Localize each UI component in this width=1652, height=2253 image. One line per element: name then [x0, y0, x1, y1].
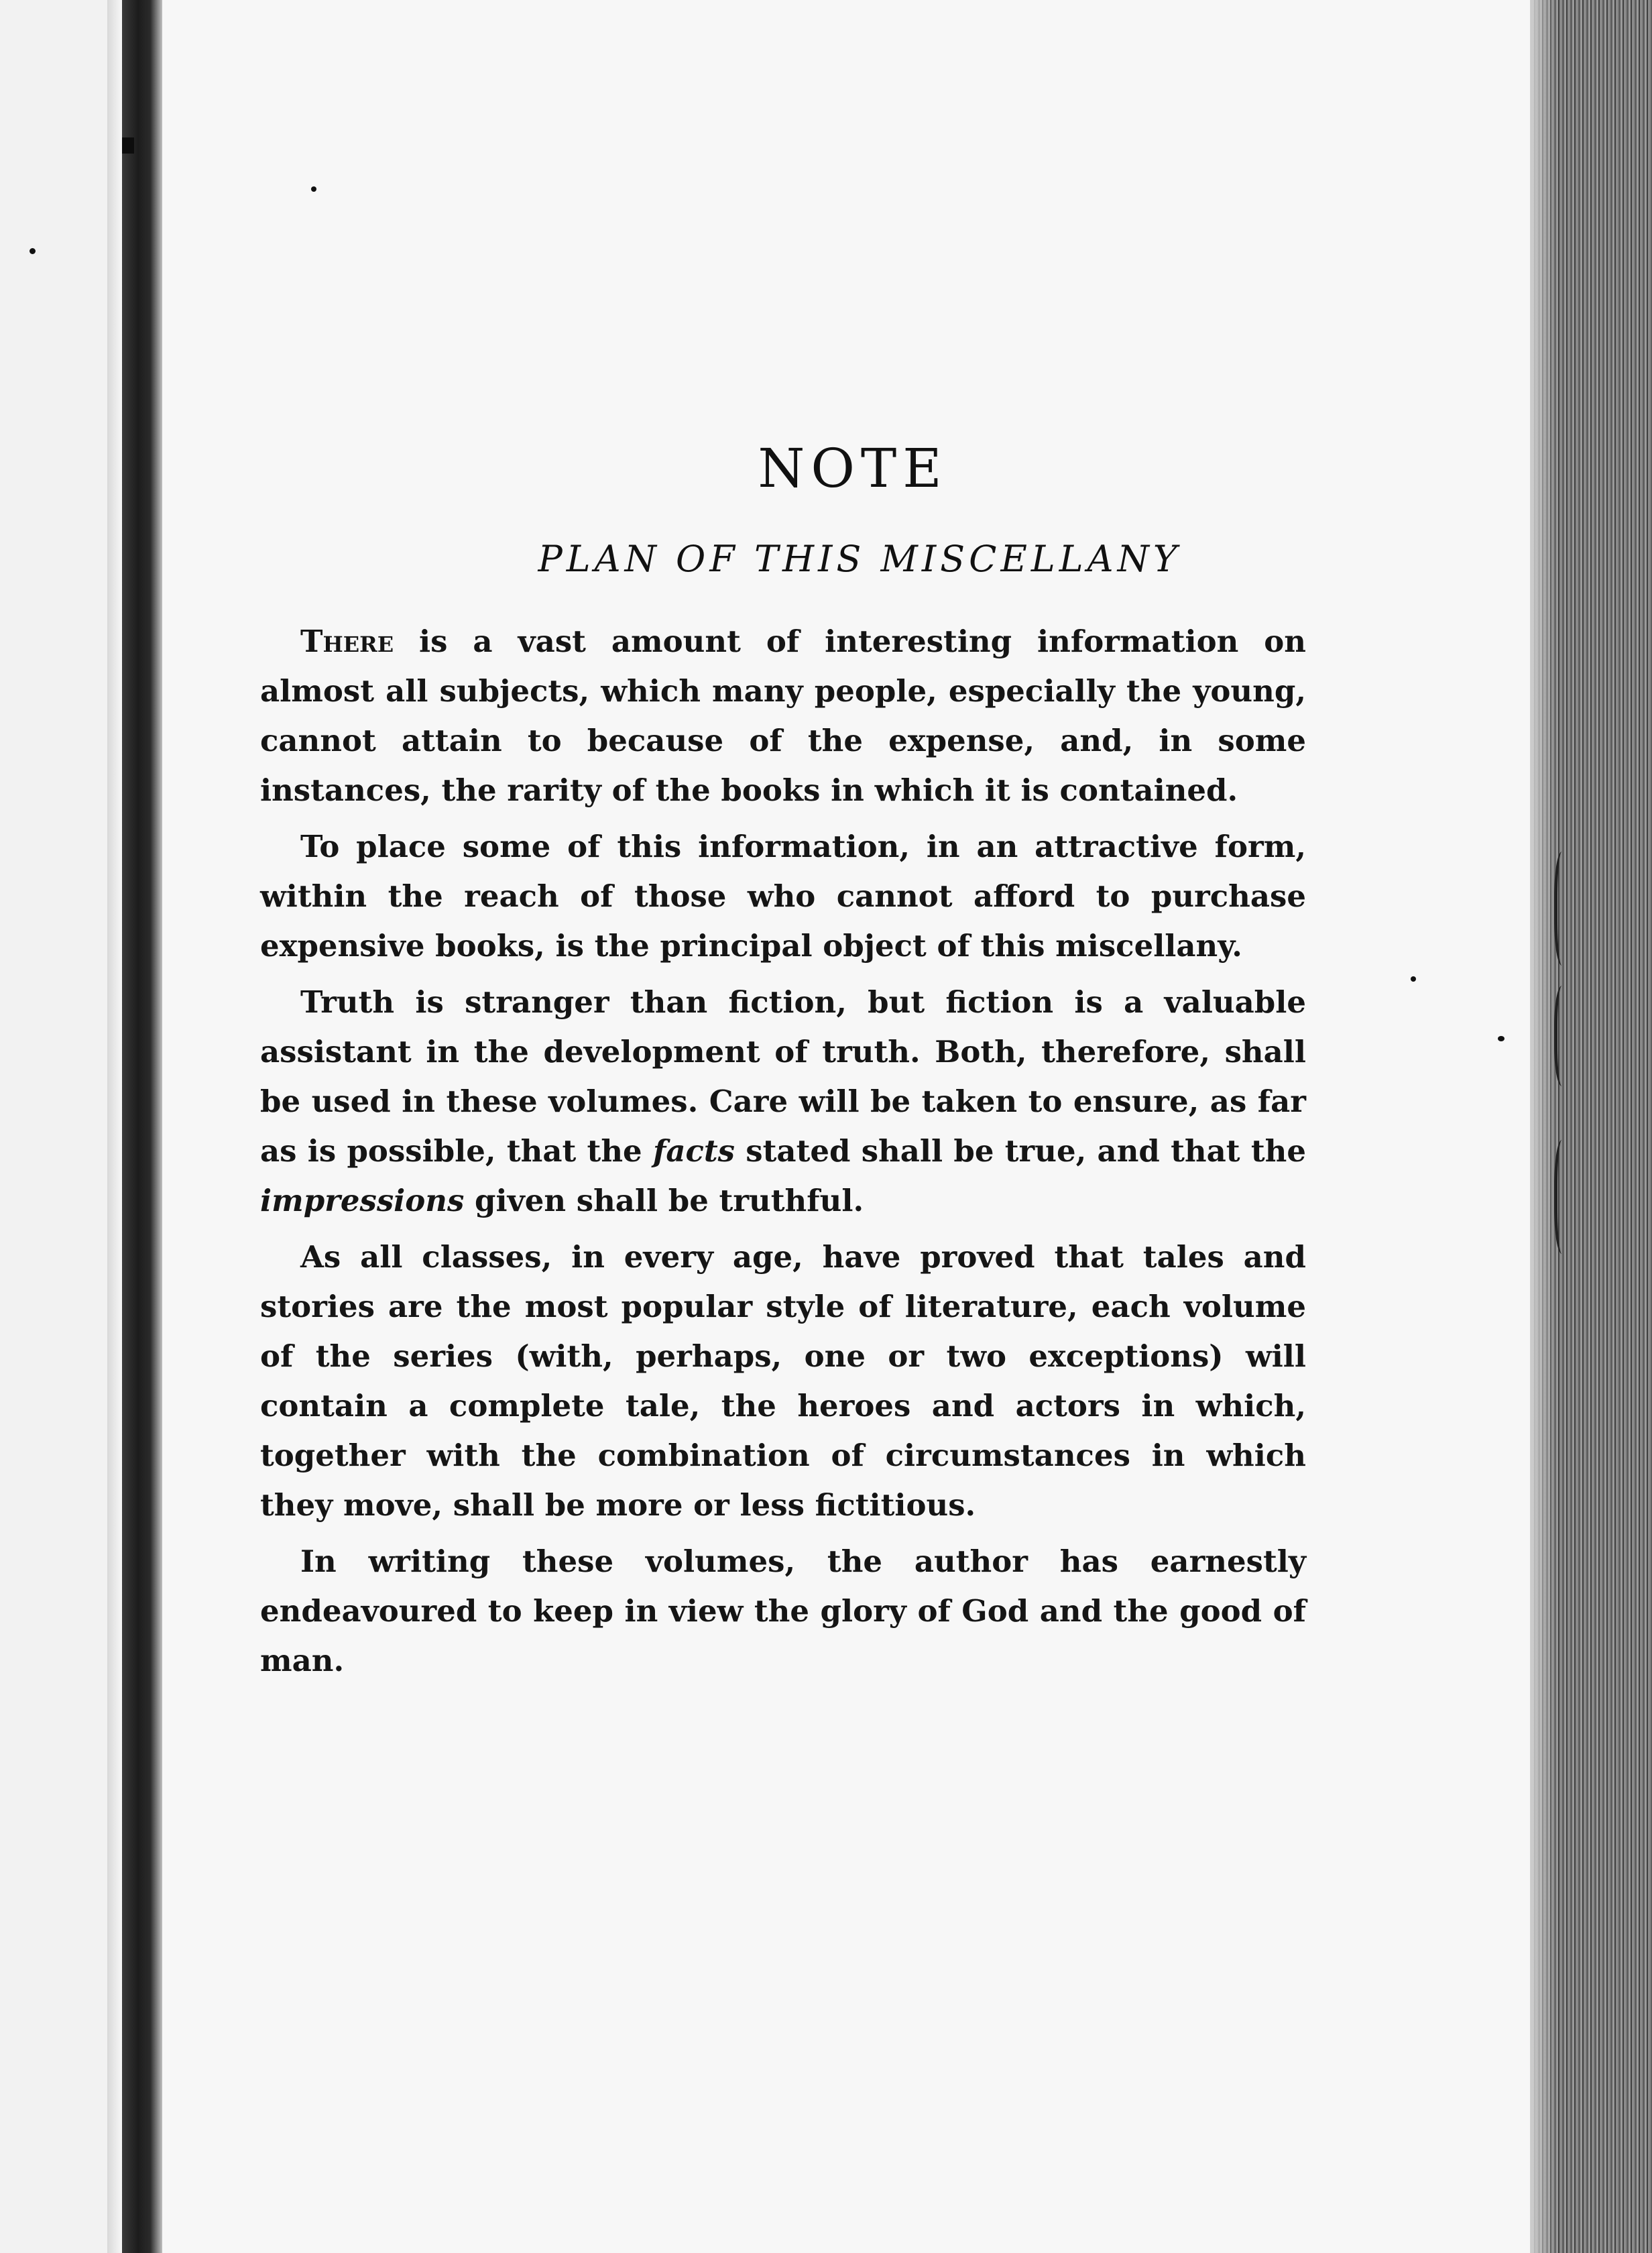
scan-speck: [30, 248, 36, 254]
paragraph-intro: [260, 617, 1306, 815]
edge-tab-mark: [1554, 1140, 1574, 1254]
scan-speck: [311, 186, 316, 192]
paragraph-lead-word: There: [300, 624, 394, 659]
note-body: [260, 617, 1306, 1692]
page-stack-shade: [1530, 0, 1557, 2253]
paragraph-closing: [260, 1537, 1306, 1686]
paragraph-truth: [260, 978, 1306, 1226]
book-gutter: [122, 0, 162, 2253]
emphasis-impressions: impressions: [260, 1183, 465, 1218]
paragraph-text: As all classes, in every age, have proved that tales and stories are the most popular style of literature, each volume of the series (with, perhaps, one or two exceptions) will contain a complete tale, the heroes and actors in which, together with the combination of circumstances in which they move, shall be more or less fictitious.: [260, 1239, 1306, 1523]
paragraph-text: In writing these volumes, the author has earnestly endeavoured to keep in view the glory of God and the good of man.: [260, 1544, 1306, 1678]
edge-tab-mark: [1554, 852, 1574, 966]
facing-page-edge: [0, 0, 113, 2253]
paragraph-text: is a vast amount of interesting information on almost all subjects, which many people, especially the young, cannot attain to because of the expense, and, in some instances, the rarity of the books in which it is contained.: [260, 624, 1306, 808]
page-title: NOTE: [758, 437, 948, 500]
facing-page-shadow: [107, 0, 122, 2253]
paragraph-purpose: [260, 822, 1306, 971]
paragraph-text: Truth is stranger than fiction, but fiction is a valuable assistant in the development of truth. Both, therefore, shall be used in these volumes. Care will be taken to ensure, as far as is possible, that the: [260, 984, 1306, 1169]
paragraph-text: To place some of this information, in an attractive form, within the reach of those who cannot afford to purchase expensive books, is the principal object of this miscellany.: [260, 829, 1306, 964]
scan-speck: [1498, 1036, 1504, 1041]
gutter-mark: [122, 137, 134, 154]
page-subtitle: PLAN OF THIS MISCELLANY: [538, 538, 1181, 580]
paragraph-text: stated shall be true, and that the: [735, 1133, 1307, 1169]
scan-speck: [1411, 976, 1416, 982]
paragraph-tales: [260, 1232, 1306, 1530]
edge-tab-mark: [1554, 986, 1574, 1086]
paragraph-text: given shall be truthful.: [464, 1183, 864, 1218]
emphasis-facts: facts: [652, 1133, 735, 1169]
